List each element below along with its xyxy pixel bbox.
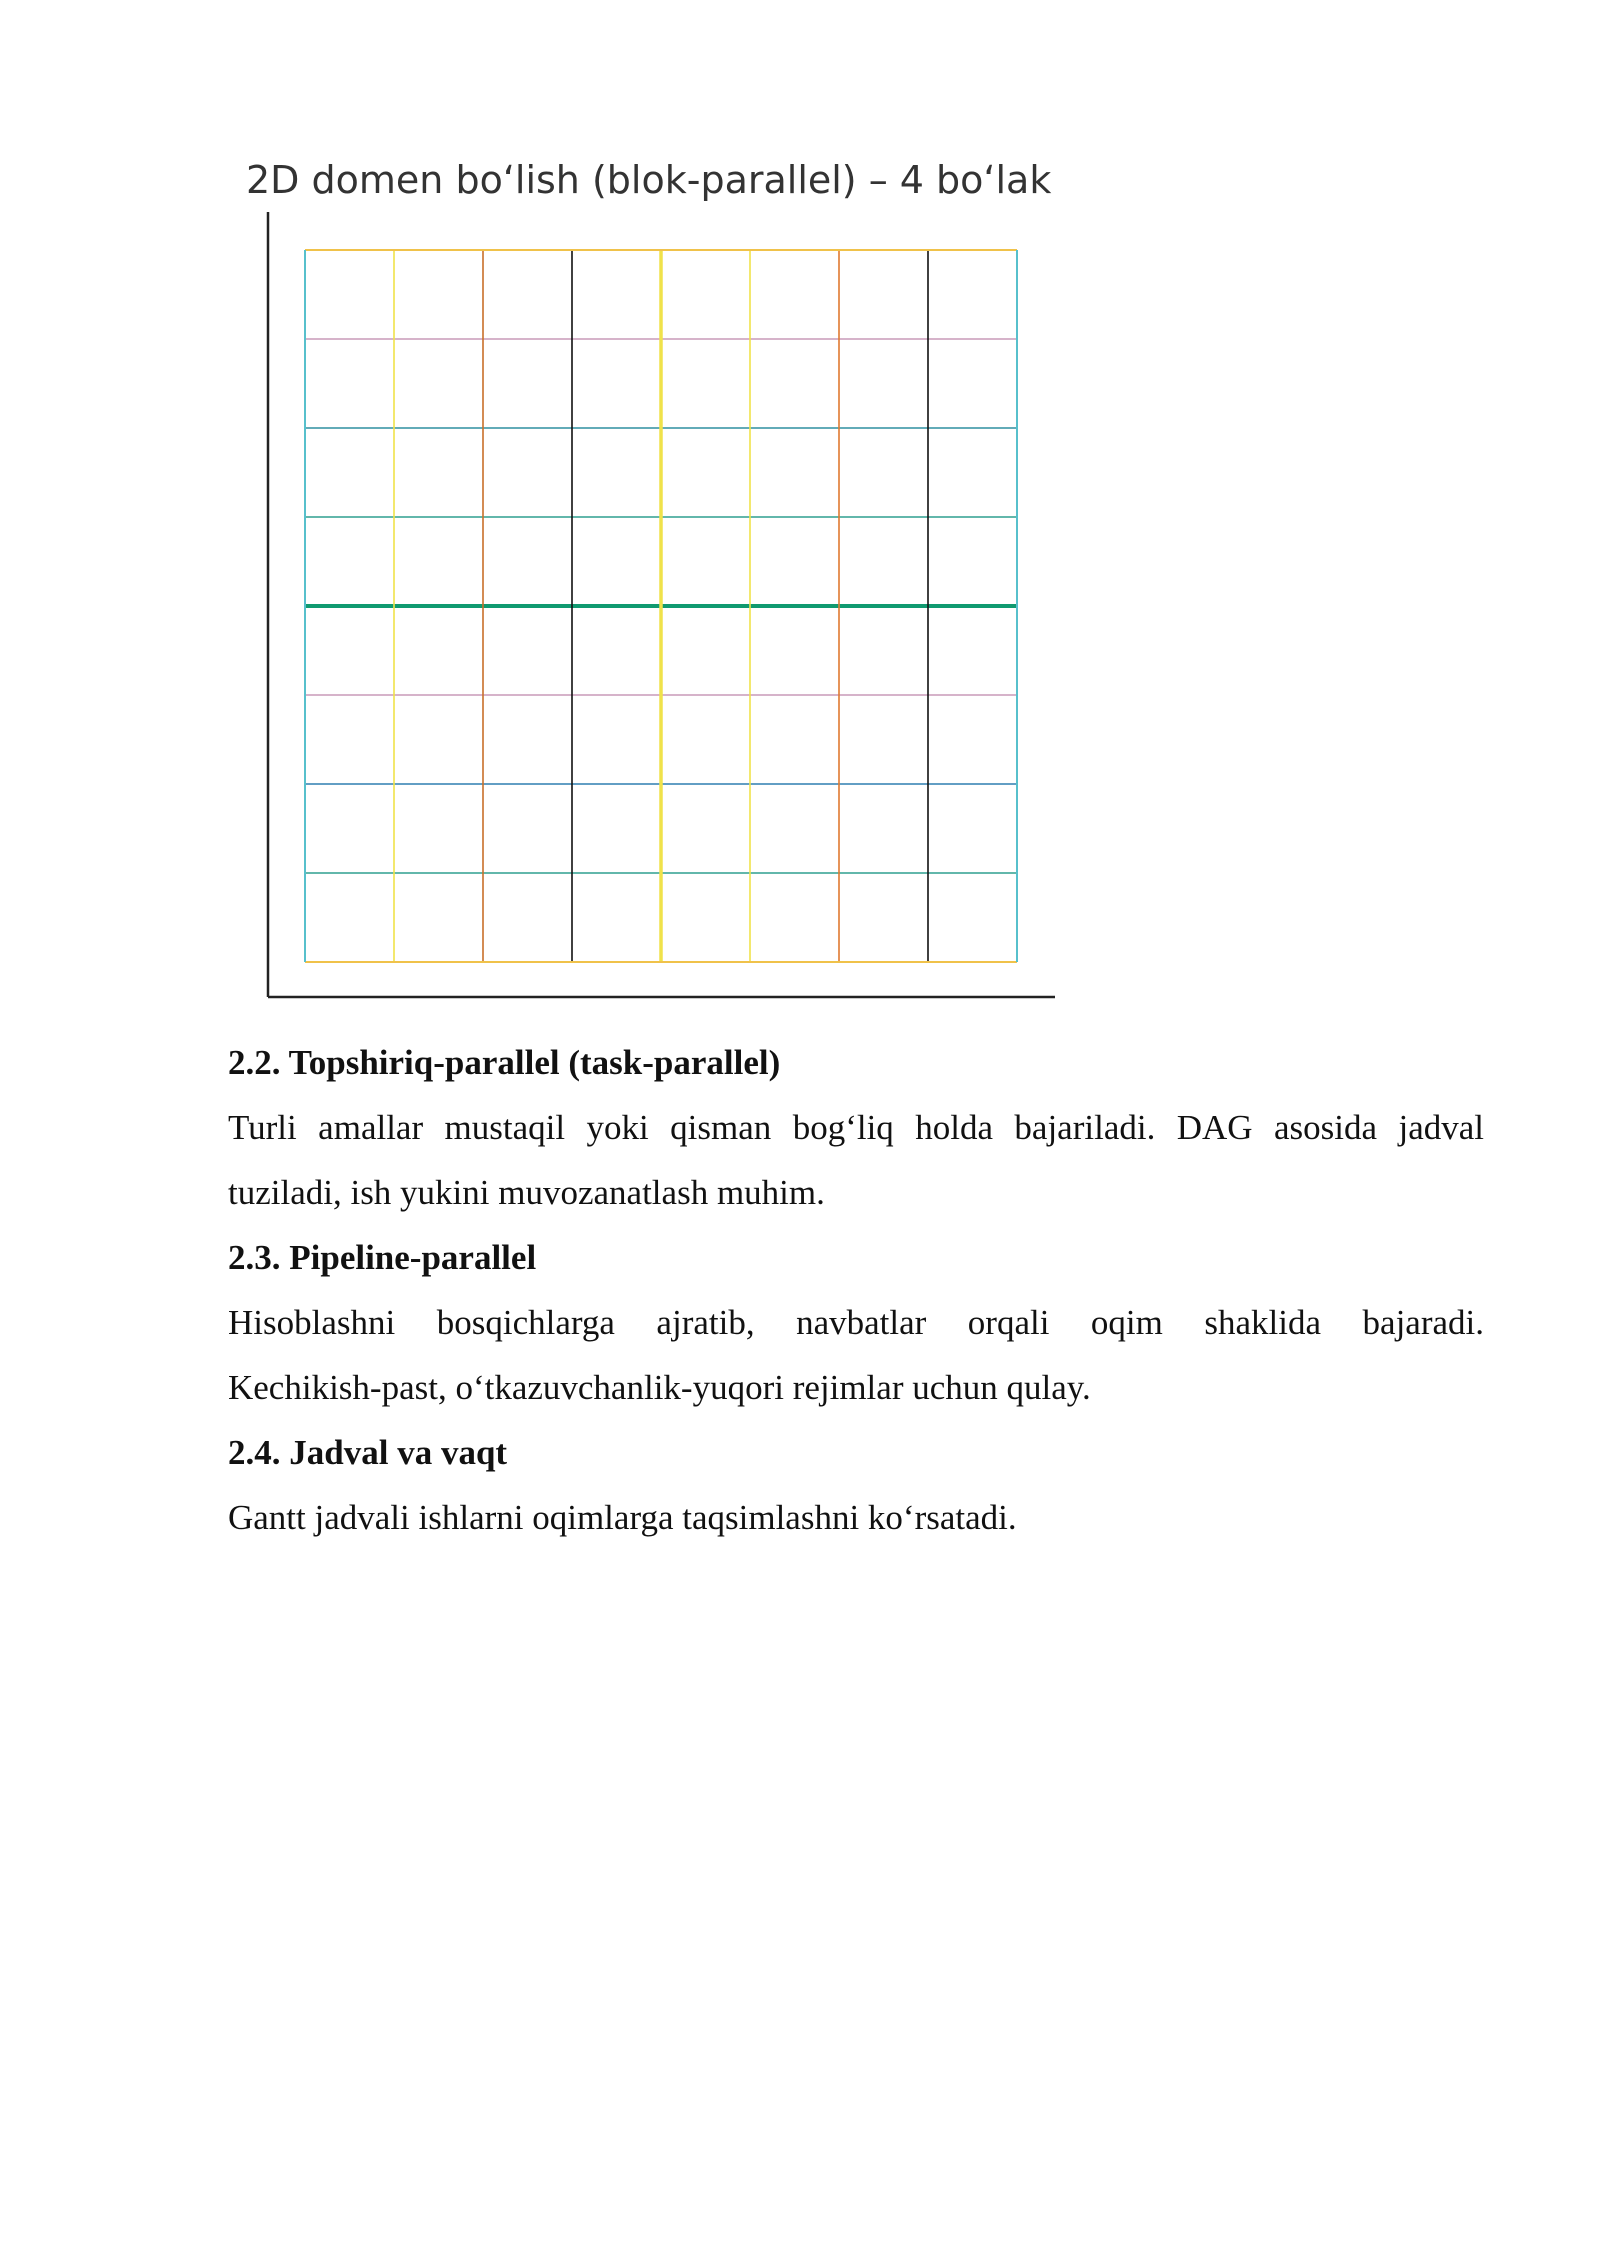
domain-decomposition-figure bbox=[0, 0, 1600, 1020]
figure-title: 2D domen bo‘lish (blok-parallel) – 4 bo‘lak bbox=[246, 158, 1052, 202]
section-schedule-time bbox=[228, 1420, 1484, 1550]
section-heading: 2.4. Jadval va vaqt bbox=[228, 1433, 508, 1472]
paragraph-line: Gantt jadvali ishlarni oqimlarga taqsimlashni ko‘rsatadi. bbox=[228, 1498, 1017, 1537]
paragraph-line: tuziladi, ish yukini muvozanatlash muhim. bbox=[228, 1173, 825, 1212]
section-heading: 2.3. Pipeline-parallel bbox=[228, 1238, 537, 1277]
text-content bbox=[228, 1030, 1484, 1550]
section-heading: 2.2. Topshiriq-parallel (task-parallel) bbox=[228, 1043, 781, 1082]
paragraph-line: Kechikish-past, o‘tkazuvchanlik-yuqori rejimlar uchun qulay. bbox=[228, 1368, 1091, 1407]
paragraph-line: Turli amallar mustaqil yoki qisman bog‘liq holda bajariladi. DAG asosida jadval bbox=[228, 1108, 1484, 1147]
grid-diagram bbox=[0, 0, 1600, 1020]
paragraph-line: Hisoblashni bosqichlarga ajratib, navbatlar orqali oqim shaklida bajaradi. bbox=[228, 1303, 1484, 1342]
section-task-parallel bbox=[228, 1030, 1484, 1225]
section-pipeline-parallel bbox=[228, 1225, 1484, 1420]
